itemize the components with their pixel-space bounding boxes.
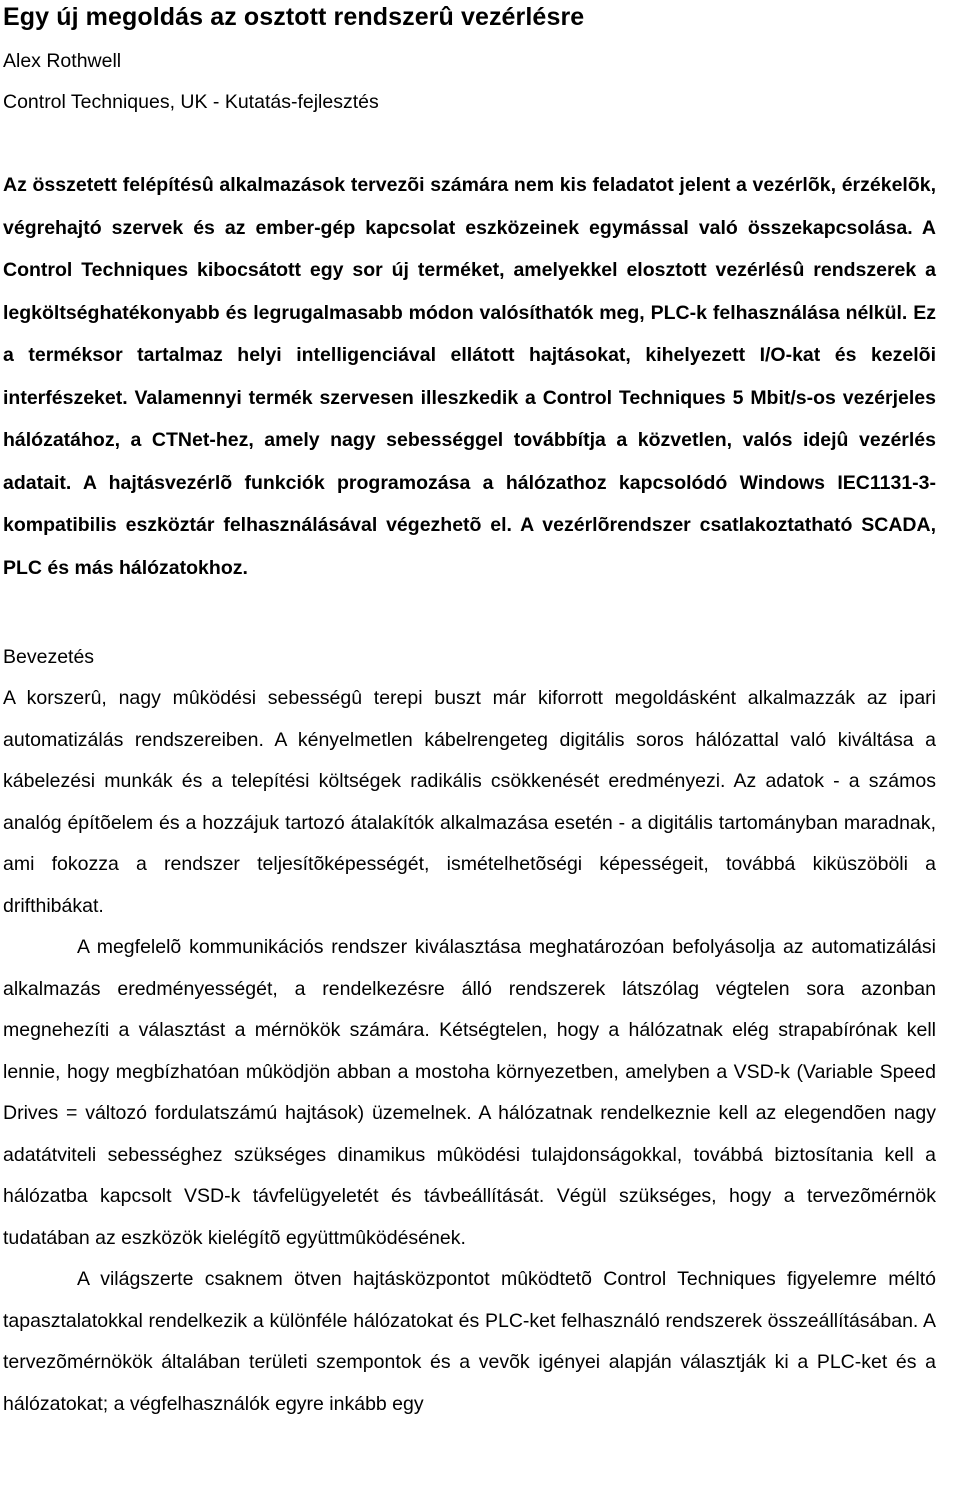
body-paragraph-1: A korszerû, nagy mûködési sebességû terepi buszt már kiforrott megoldásként alkalmazzák az ipari automatizálás rendszereiben. A kényelmetlen kábelrengeteg digitális soros hálózattal való kiváltása a kábelezési munkák és a telepítési költségek radikális csökkenését eredményezi. Az adatok - a számos analóg építõelem és a hozzájuk tartozó átalakítók alkalmazása esetén - a digitális tartományban maradnak, ami fokozza a rendszer teljesítõképességét, ismételhetõségi képességeit, továbbá kiküszöböli a drifthibákat. bbox=[3, 687, 936, 917]
section-heading-introduction: Bevezetés bbox=[3, 646, 95, 668]
body-paragraph-3: A világszerte csaknem ötven hajtásközpontot mûködtetõ Control Techniques figyelemre méltó tapasztalatokkal rendelkezik a különféle hálózatokat és PLC-ket felhasználó rendszerek összeállításában. A tervezõmérnökök általában területi szempontok és a vevõk igényei alapján választják ki a PLC-ket és a hálózatokat; a végfelhasználók egyre inkább egy bbox=[3, 1268, 936, 1415]
body-paragraph-2: A megfelelõ kommunikációs rendszer kiválasztása meghatározóan befolyásolja az automatizálási alkalmazás eredményességét, a rendelkezésre álló rendszerek látszólag végtelen sora azonban megnehezíti a választást a mérnökök számára. Kétségtelen, hogy a hálózatnak elég strapabírónak kell lennie, hogy megbízhatóan mûködjön abban a mostoha környezetben, amelyben a VSD-k (Variable Speed Drives = változó fordulatszámú hajtások) üzemelnek. A hálózatnak rendelkeznie kell az elegendõen nagy adatátviteli sebességhez szükséges dinamikus mûködési tulajdonságokkal, továbbá biztosítania kell a hálózatba kapcsolt VSD-k távfelügyeletét és távbeállítását. Végül szükséges, hogy a tervezõmérnök tudatában az eszközök kielégítõ együttmûködésének. bbox=[3, 936, 936, 1249]
author-name: Alex Rothwell bbox=[3, 50, 122, 72]
document-title: Egy új megoldás az osztott rendszerû vezérlésre bbox=[3, 3, 585, 31]
abstract-paragraph: Az összetett felépítésû alkalmazások tervezõi számára nem kis feladatot jelent a vezérlõk, érzékelõk, végrehajtó szervek és az ember-gép kapcsolat eszközeinek egymással való összekapcsolása. A Control Techniques kibocsátott egy sor új terméket, amelyekkel elosztott vezérlésû rendszerek a legköltséghatékonyabb és legrugalmasabb módon valósíthatók meg, PLC-k felhasználása nélkül. Ez a terméksor tartalmaz helyi intelligenciával ellátott hajtásokat, kihelyezett I/O-kat és kezelõi interfészeket. Valamennyi termék szervesen illeszkedik a Control Techniques 5 Mbit/s-os vezérjeles hálózatához, a CTNet-hez, amely nagy sebességgel továbbítja a közvetlen, valós idejû vezérlés adatait. A hajtásvezérlõ funkciók programozása a hálózathoz kapcsolódó Windows IEC1131-3-kompatibilis eszköztár felhasználásával végezhetõ el. A vezérlõrendszer csatlakoztatható SCADA, PLC és más hálózatokhoz. bbox=[3, 174, 936, 579]
author-affiliation: Control Techniques, UK - Kutatás-fejlesztés bbox=[3, 91, 379, 113]
